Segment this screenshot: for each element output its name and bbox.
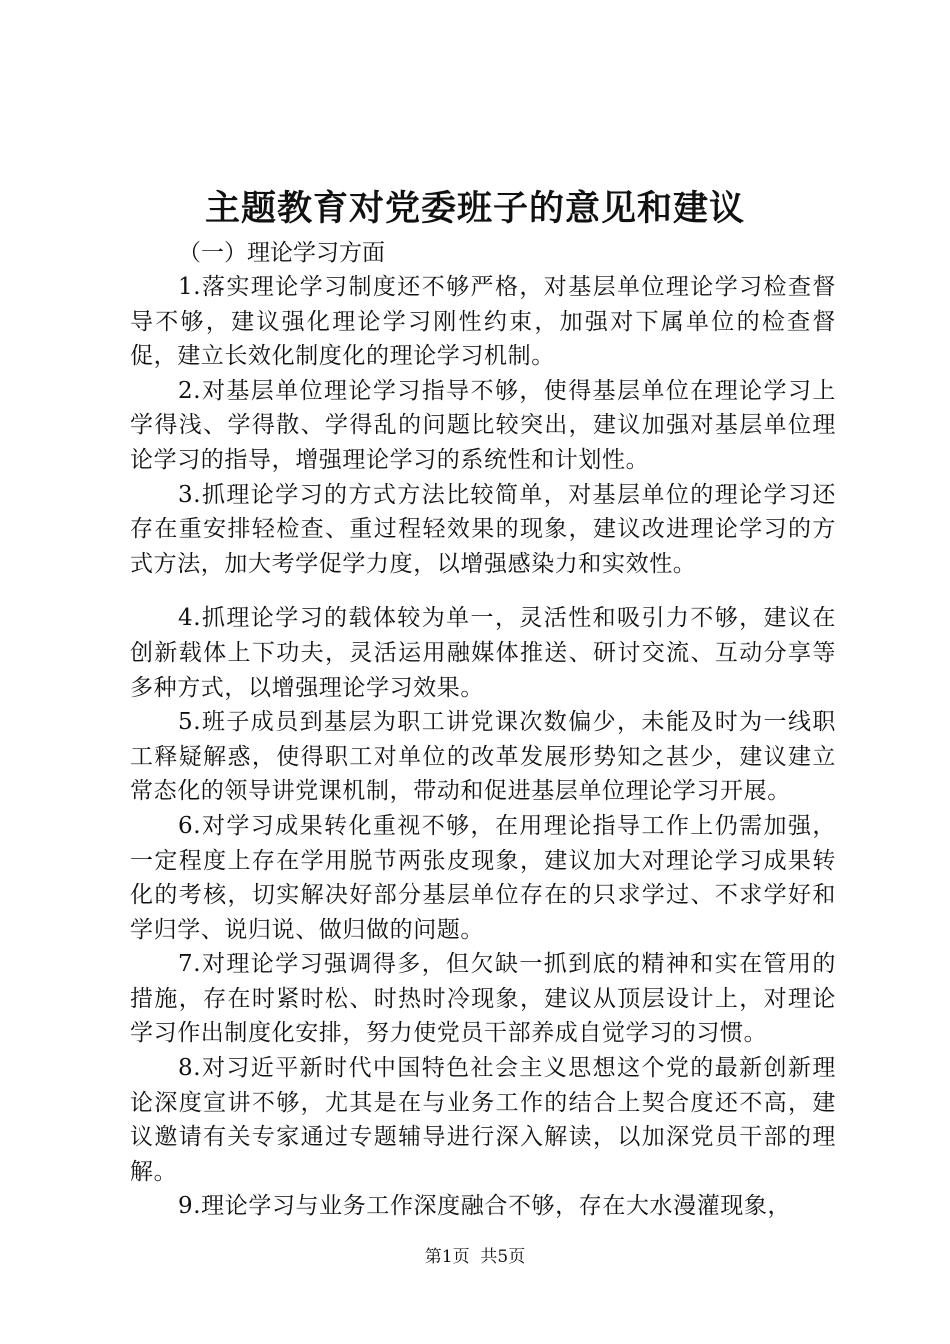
paragraph-1: 1.落实理论学习制度还不够严格，对基层单位理论学习检查督导不够，建议强化理论学习刚性约束，加强对下属单位的检查督促，建立长效化制度化的理论学习机制。 <box>130 274 836 370</box>
paragraph-4: 4.抓理论学习的载体较为单一，灵活性和吸引力不够，建议在创新载体上下功夫，灵活运用融媒体推送、研讨交流、互动分享等多种方式，以增强理论学习效果。 <box>130 605 836 701</box>
page-total: 共5页 <box>480 1247 526 1267</box>
paragraph-8: 8.对习近平新时代中国特色社会主义思想这个党的最新创新理论深度宣讲不够，尤其是在与业务工作的结合上契合度还不高，建议邀请有关专家通过专题辅导进行深入解读，以加深党员干部的理解。 <box>130 1055 836 1185</box>
page-footer <box>0 1245 950 1269</box>
section-heading: （一）理论学习方面 <box>178 240 385 266</box>
document-body <box>130 236 836 1224</box>
page-number: 第1页 <box>424 1247 470 1267</box>
paragraph-2: 2.对基层单位理论学习指导不够，使得基层单位在理论学习上学得浅、学得散、学得乱的问题比较突出，建议加强对基层单位理论学习的指导，增强理论学习的系统性和计划性。 <box>130 377 836 473</box>
document-title: 主题教育对党委班子的意见和建议 <box>204 188 745 229</box>
paragraph-3: 3.抓理论学习的方式方法比较简单，对基层单位的理论学习还存在重安排轻检查、重过程轻效果的现象，建议改进理论学习的方式方法，加大考学促学力度，以增强感染力和实效性。 <box>130 481 836 577</box>
paragraph-6: 6.对学习成果转化重视不够，在用理论指导工作上仍需加强，一定程度上存在学用脱节两张皮现象，建议加大对理论学习成果转化的考核，切实解决好部分基层单位存在的只求学过、不求学好和学归学、说归说、做归做的问题。 <box>130 812 836 943</box>
paragraph-5: 5.班子成员到基层为职工讲党课次数偏少，未能及时为一线职工释疑解惑，使得职工对单位的改革发展形势知之甚少，建议建立常态化的领导讲党课机制，带动和促进基层单位理论学习开展。 <box>130 709 836 805</box>
paragraph-7: 7.对理论学习强调得多，但欠缺一抓到底的精神和实在管用的措施，存在时紧时松、时热时冷现象，建议从顶层设计上，对理论学习作出制度化安排，努力使党员干部养成自觉学习的习惯。 <box>130 951 836 1047</box>
paragraph-9: 9.理论学习与业务工作深度融合不够，存在大水漫灌现象， <box>178 1193 792 1220</box>
